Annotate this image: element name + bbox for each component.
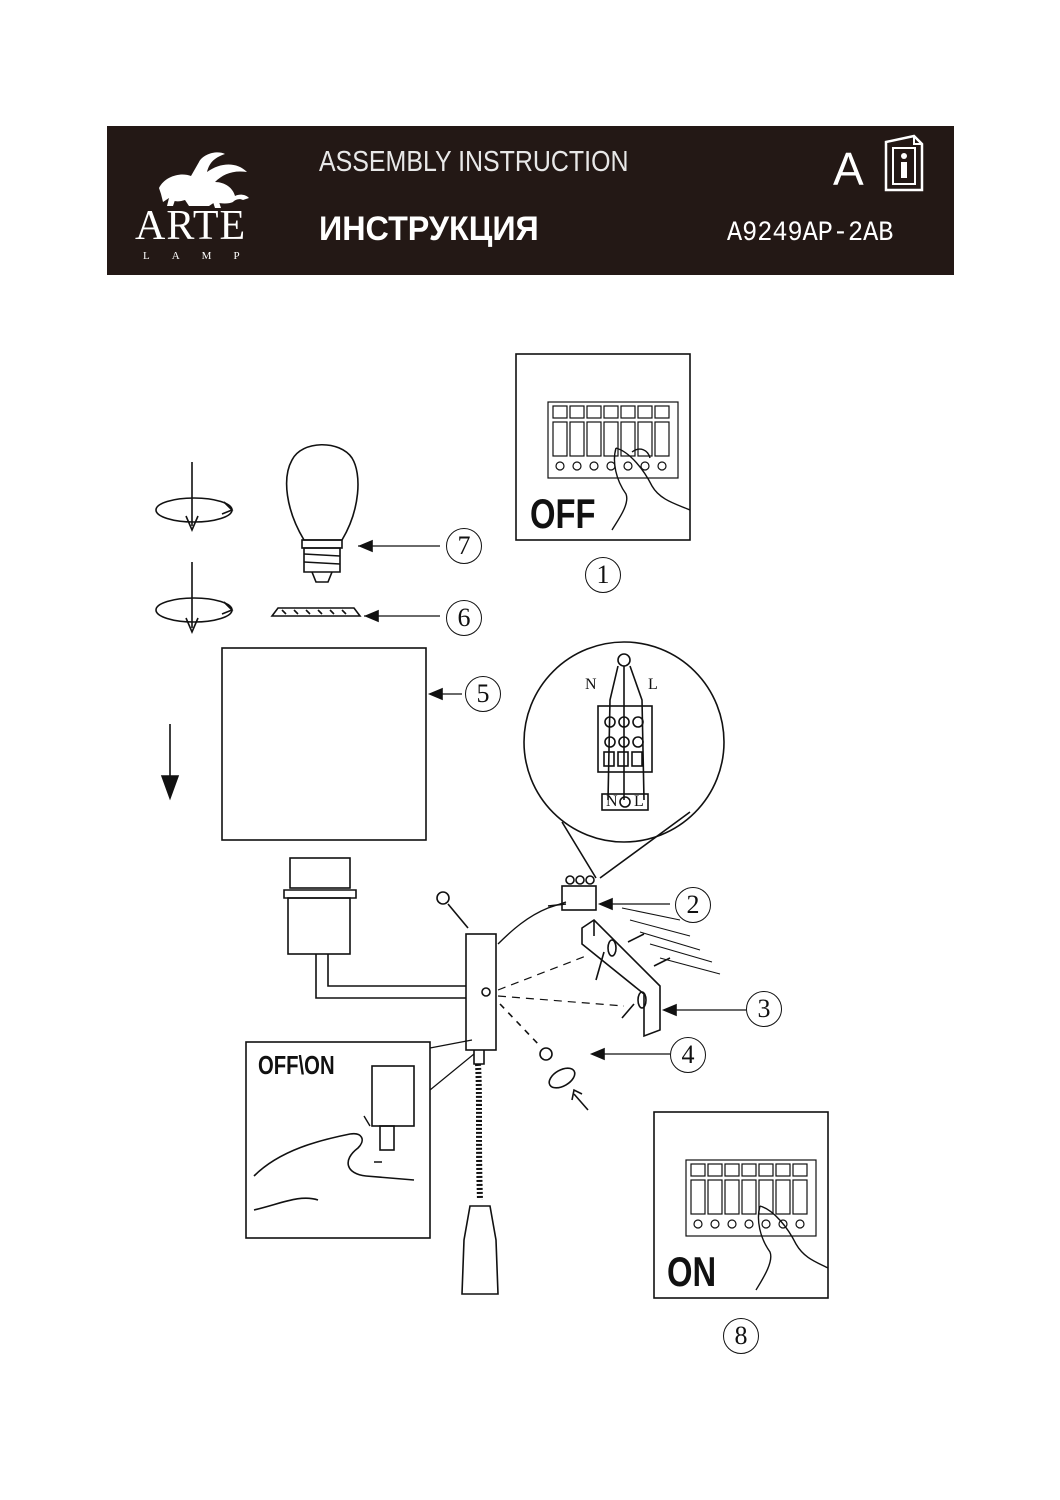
neutral-wire-label: N	[585, 676, 597, 693]
step-7-callout: 7	[446, 528, 482, 564]
step-8-callout: 8	[723, 1318, 759, 1354]
title-russian: ИНСТРУКЦИЯ	[319, 210, 539, 248]
step-5-callout: 5	[465, 676, 501, 712]
lamp-shade	[222, 648, 426, 840]
wiring-detail-circle	[524, 642, 724, 878]
class-letter: A	[833, 143, 864, 195]
screw-icon	[437, 892, 468, 928]
light-bulb	[287, 445, 358, 582]
step-4-callout: 4	[670, 1037, 706, 1073]
off-label: OFF	[530, 490, 596, 537]
screw-icon	[500, 1004, 588, 1110]
down-arrow-icon	[162, 724, 178, 798]
model-number: A9249AP-2AB	[727, 218, 894, 249]
step-3-callout: 3	[746, 991, 782, 1027]
switch-off-on-label: OFF\ON	[258, 1050, 335, 1080]
rotate-arrow-icon	[156, 462, 232, 530]
title-english: ASSEMBLY INSTRUCTION	[319, 146, 629, 178]
logo-subtext: LAMP	[143, 250, 262, 262]
lamp-holder	[284, 858, 466, 998]
live-wire-label: L	[648, 676, 658, 693]
terminal-n-label: N	[606, 793, 618, 810]
step-6-callout: 6	[446, 600, 482, 636]
step-1-callout: 1	[585, 557, 621, 593]
logo-wordmark: ARTE	[135, 203, 247, 249]
rotate-arrow-icon	[156, 562, 232, 632]
step-2-callout: 2	[675, 887, 711, 923]
on-label: ON	[667, 1248, 717, 1295]
reading-lamp	[462, 1050, 498, 1294]
terminal-block	[548, 876, 596, 910]
fixing-ring	[272, 608, 360, 616]
terminal-l-label: L	[634, 793, 644, 810]
wall-plate	[466, 934, 496, 1050]
